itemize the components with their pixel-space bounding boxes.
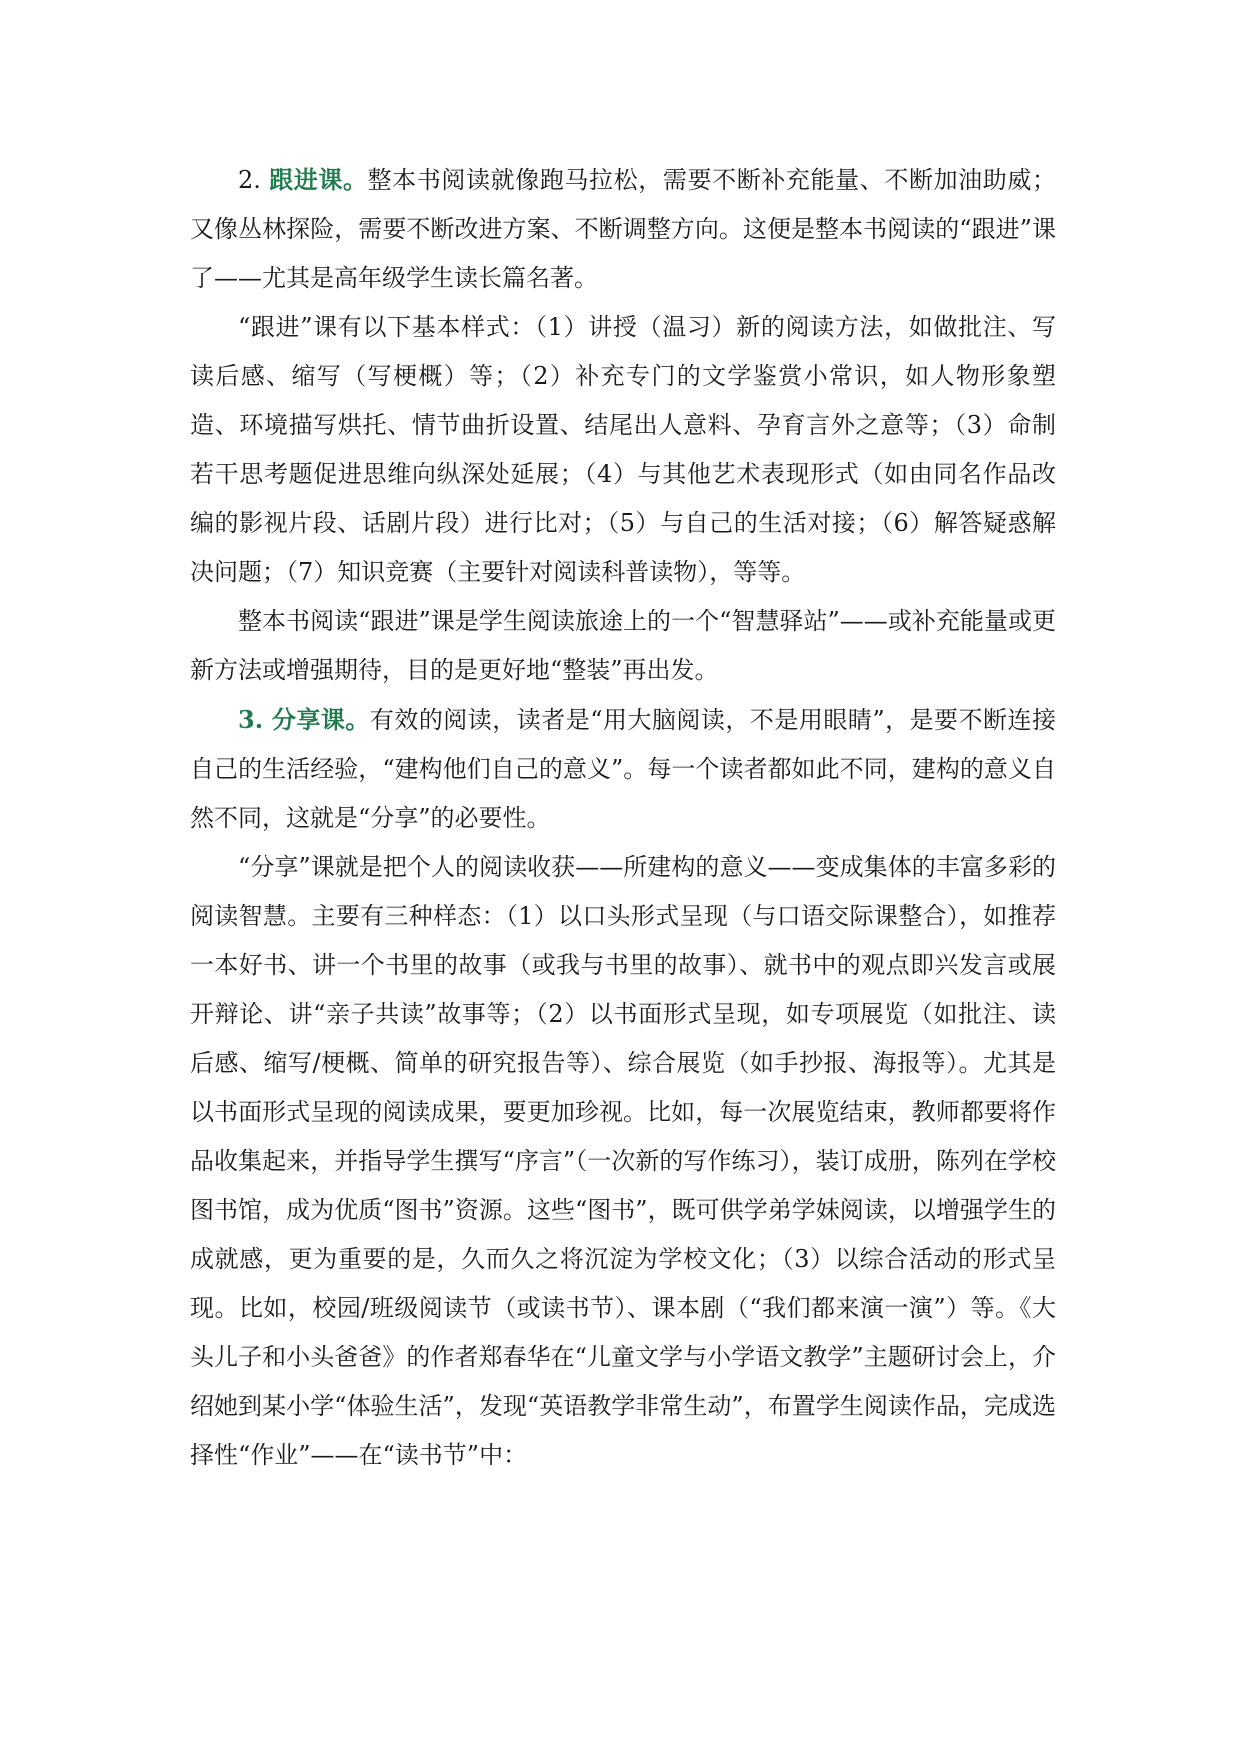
paragraph-number: 2.	[238, 166, 270, 194]
paragraph-text: 整本书阅读就像跑马拉松，需要不断补充能量、不断加油助威；又像丛林探险，需要不断改进方案、不断调整方向。这便是整本书阅读的“跟进”课了——尤其是高年级学生读长篇名著。	[190, 166, 1057, 292]
document-body	[190, 155, 1056, 1480]
paragraph-sharing-intro	[190, 695, 1056, 843]
paragraph-follow-up-styles	[190, 303, 1056, 597]
paragraph-text: 整本书阅读“跟进”课是学生阅读旅途上的一个“智慧驿站”——或补充能量或更新方法或增强期待，目的是更好地“整装”再出发。	[190, 607, 1056, 684]
paragraph-follow-up-summary	[190, 597, 1056, 695]
paragraph-text: “跟进”课有以下基本样式：（1）讲授（温习）新的阅读方法，如做批注、写读后感、缩写（写梗概）等；（2）补充专门的文学鉴赏小常识，如人物形象塑造、环境描写烘托、情节曲折设置、结尾出人意料、孕育言外之意等；（3）命制若干思考题促进思维向纵深处延展；（4）与其他艺术表现形式（如由同名作品改编的影视片段、话剧片段）进行比对；（5）与自己的生活对接；（6）解答疑惑解决问题；（7）知识竞赛（主要针对阅读科普读物），等等。	[190, 313, 1056, 586]
paragraph-text: “分享”课就是把个人的阅读收获——所建构的意义——变成集体的丰富多彩的阅读智慧。主要有三种样态：（1）以口头形式呈现（与口语交际课整合），如推荐一本好书、讲一个书里的故事（或我与书里的故事）、就书中的观点即兴发言或展开辩论、讲“亲子共读”故事等；（2）以书面形式呈现，如专项展览（如批注、读后感、缩写/梗概、简单的研究报告等）、综合展览（如手抄报、海报等）。尤其是以书面形式呈现的阅读成果，要更加珍视。比如，每一次展览结束，教师都要将作品收集起来，并指导学生撰写“序言”（一次新的写作练习），装订成册，陈列在学校图书馆，成为优质“图书”资源。这些“图书”，既可供学弟学妹阅读，以增强学生的成就感，更为重要的是，久而久之将沉淀为学校文化；（3）以综合活动的形式呈现。比如，校园/班级阅读节（或读书节）、课本剧（“我们都来演一演”）等。《大头儿子和小头爸爸》的作者郑春华在“儿童文学与小学语文教学”主题研讨会上，介绍她到某小学“体验生活”，发现“英语教学非常生动”，布置学生阅读作品，完成选择性“作业”——在“读书节”中：	[190, 853, 1056, 1469]
paragraph-follow-up-intro	[190, 155, 1056, 303]
paragraph-text: 有效的阅读，读者是“用大脑阅读，不是用眼睛”，是要不断连接自己的生活经验，“建构他们自己的意义”。每一个读者都如此不同，建构的意义自然不同，这就是“分享”的必要性。	[190, 706, 1056, 832]
paragraph-sharing-styles	[190, 843, 1056, 1480]
section-heading-follow-up: 跟进课。	[269, 165, 368, 194]
section-heading-sharing: 3. 分享课。	[238, 705, 370, 734]
